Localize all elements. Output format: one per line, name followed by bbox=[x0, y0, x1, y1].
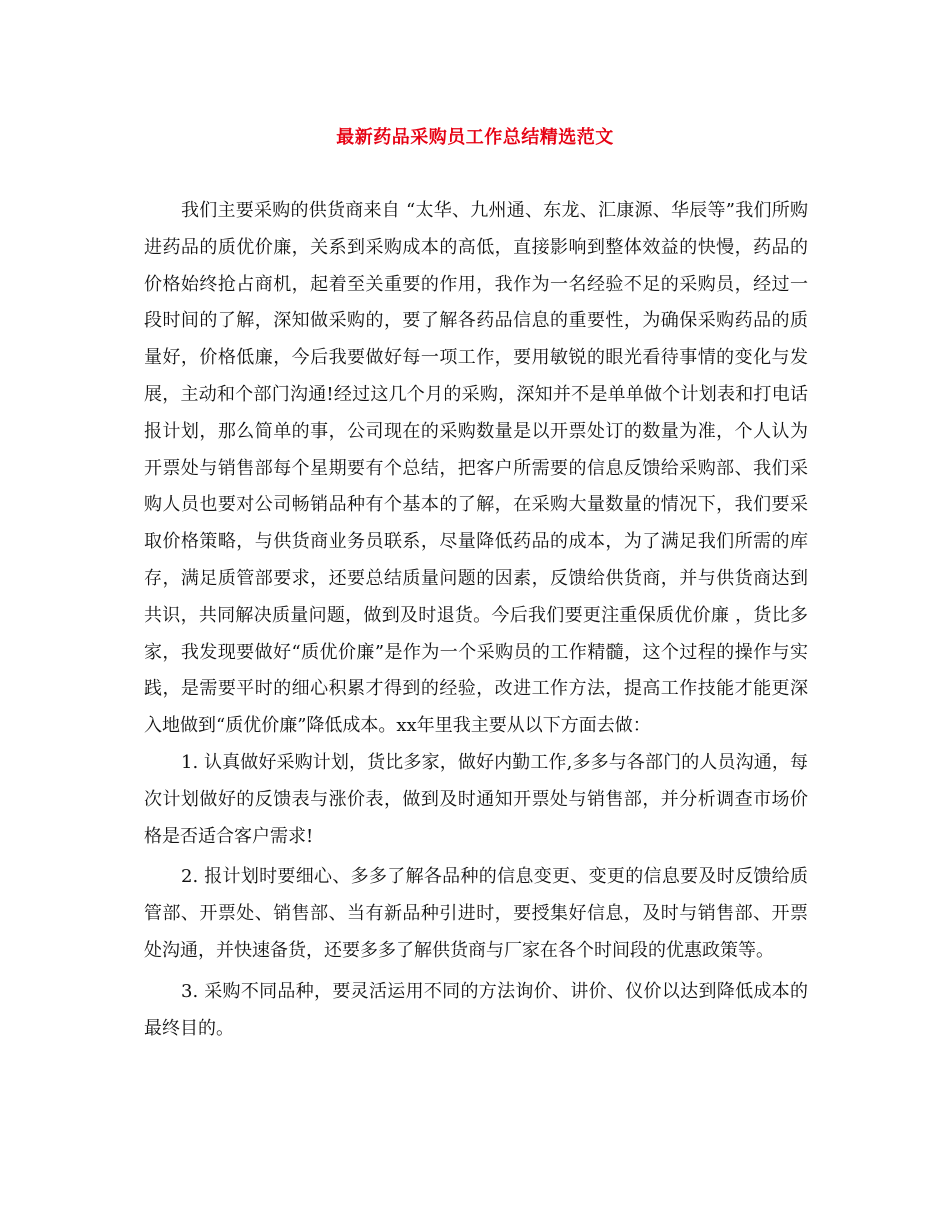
list-item-3: 3. 采购不同品种，要灵活运用不同的方法询价、讲价、仪价以达到降低成本的最终目的。 bbox=[144, 980, 808, 1039]
document-body bbox=[144, 193, 808, 1047]
list-item-2: 2. 报计划时要细心、多多了解各品种的信息变更、变更的信息要及时反馈给质管部、开票处、销售部、当有新品种引进时，要授集好信息，及时与销售部、开票处沟通，并快速备货，还要多多了解供货商与厂家在各个时间段的优惠政策等。 bbox=[144, 866, 808, 961]
intro-paragraph: 我们主要采购的供货商来自 “太华、九州通、东龙、汇康源、华辰等”我们所购进药品的质优价廉，关系到采购成本的高低，直接影响到整体效益的快慢，药品的价格始终抢占商机，起着至关重要的作用，我作为一名经验不足的采购员，经过一段时间的了解，深知做采购的，要了解各药品信息的重要性，为确保采购药品的质量好，价格低廉，今后我要做好每一项工作，要用敏锐的眼光看待事情的变化与发展，主动和个部门沟通!经过这几个月的采购，深知并不是单单做个计划表和打电话报计划，那么简单的事，公司现在的采购数量是以开票处订的数量为准，个人认为开票处与销售部每个星期要有个总结，把客户所需要的信息反馈给采购部、我们采购人员也要对公司畅销品种有个基本的了解，在采购大量数量的情况下，我们要采取价格策略，与供货商业务员联系，尽量降低药品的成本，为了满足我们所需的库存，满足质管部要求，还要总结质量问题的因素，反馈给供货商，并与供货商达到共识，共同解决质量问题，做到及时退货。今后我们要更注重保质优价廉 ，货比多家，我发现要做好“质优价廉”是作为一个采购员的工作精髓，这个过程的操作与实践，是需要平时的细心积累才得到的经验，改进工作方法，提高工作技能才能更深入地做到“质优价廉”降低成本。xx年里我主要从以下方面去做： bbox=[144, 200, 808, 737]
list-item-1: 1. 认真做好采购计划，货比多家，做好内勤工作,多多与各部门的人员沟通，每次计划做好的反馈表与涨价表，做到及时通知开票处与销售部，并分析调查市场价格是否适合客户需求! bbox=[144, 751, 808, 847]
document-title: 最新药品采购员工作总结精选范文 bbox=[336, 127, 614, 148]
